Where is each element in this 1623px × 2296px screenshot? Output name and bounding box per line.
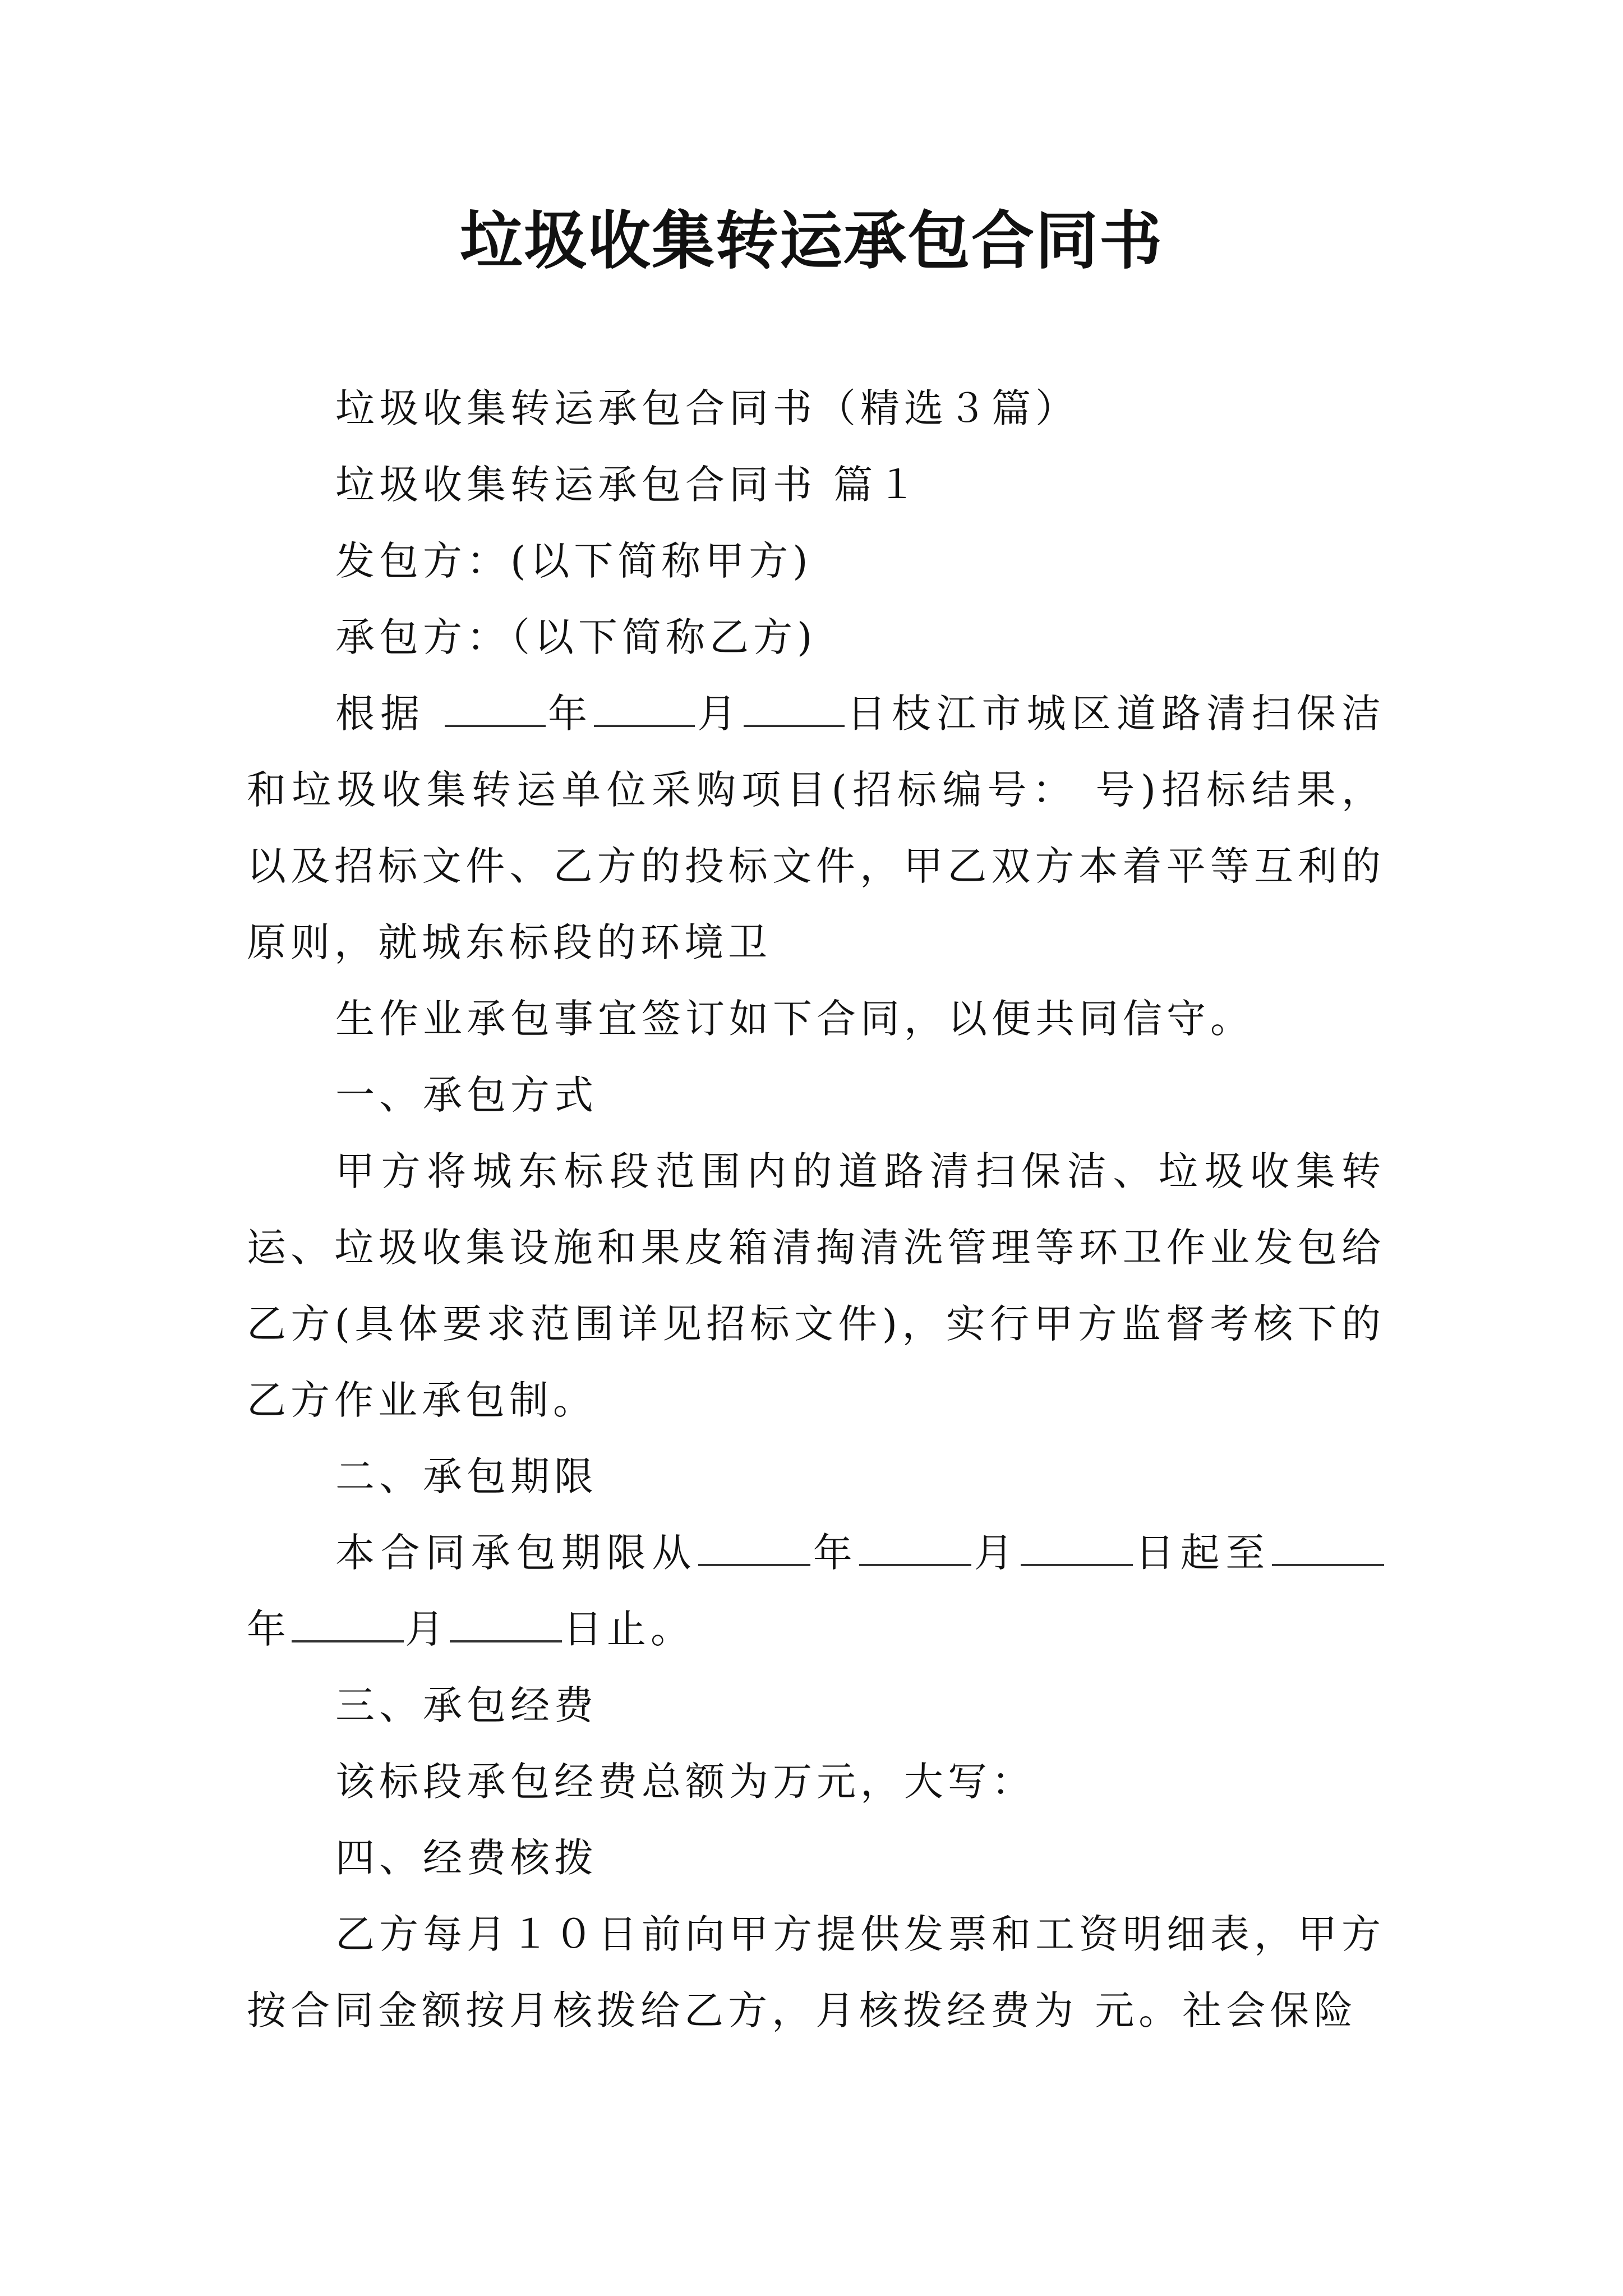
section-1-heading: 一、承包方式 xyxy=(335,1072,598,1118)
section-2-text xyxy=(247,1515,1385,1667)
subtitle: 垃圾收集转运承包合同书（精选３篇） xyxy=(335,385,1079,431)
blank-underline xyxy=(698,1533,810,1566)
section-1-text: 甲方将城东标段范围内的道路清扫保洁、垃圾收集转运、垃圾收集设施和果皮箱清掏清洗管理等环卫作业发包给乙方(具体要求范围详见招标文件)，实行甲方监督考核下的乙方作业承包制。 xyxy=(247,1148,1385,1423)
document-title: 垃圾收集转运承包合同书 xyxy=(460,204,1163,278)
section-2-year2: 年 xyxy=(247,1606,291,1652)
blank-underline xyxy=(744,693,845,727)
intro-paragraph xyxy=(247,675,1385,981)
blank-underline xyxy=(1021,1533,1133,1566)
party-a-line: 发包方：(以下简称甲方) xyxy=(335,538,813,584)
section-2-lead: 本合同承包期限从 xyxy=(335,1530,697,1576)
section-4-text: 乙方每月１０日前向甲方提供发票和工资明细表，甲方按合同金额按月核拨给乙方，月核拨经费为 元。社会保险 xyxy=(247,1911,1385,2033)
section-2-end: 日止。 xyxy=(563,1606,694,1652)
document-body xyxy=(247,370,1385,2049)
part-heading: 垃圾收集转运承包合同书 篇１ xyxy=(335,462,921,508)
section-3-heading: 三、承包经费 xyxy=(335,1682,598,1728)
section-3-text: 该标段承包经费总额为万元，大写： xyxy=(335,1759,1035,1805)
intro-year: 年 xyxy=(546,691,593,737)
intro-rest: 日枝江市城区道路清扫保洁和垃圾收集转运单位采购项目(招标编号： 号)招标结果，以及招标文件、乙方的投标文件，甲乙双方本着平等互利的原则，就城东标段的环境卫 xyxy=(247,691,1386,965)
section-2-day-to: 日起至 xyxy=(1133,1530,1271,1576)
blank-underline xyxy=(1272,1533,1384,1566)
intro-continuation: 生作业承包事宜签订如下合同，以便共同信守。 xyxy=(335,996,1254,1042)
section-2-year: 年 xyxy=(811,1530,859,1576)
blank-underline xyxy=(292,1609,404,1642)
blank-underline xyxy=(859,1533,971,1566)
blank-underline xyxy=(450,1609,562,1642)
intro-before: 根据 xyxy=(335,691,444,737)
section-2-heading: 二、承包期限 xyxy=(335,1453,598,1499)
intro-month: 月 xyxy=(696,691,743,737)
section-2-month2: 月 xyxy=(405,1606,449,1652)
party-b-line: 承包方：（以下简称乙方) xyxy=(335,614,817,660)
blank-underline xyxy=(594,693,695,727)
section-2-month: 月 xyxy=(972,1530,1020,1576)
section-4-heading: 四、经费核拨 xyxy=(335,1835,598,1881)
blank-underline xyxy=(445,693,546,727)
